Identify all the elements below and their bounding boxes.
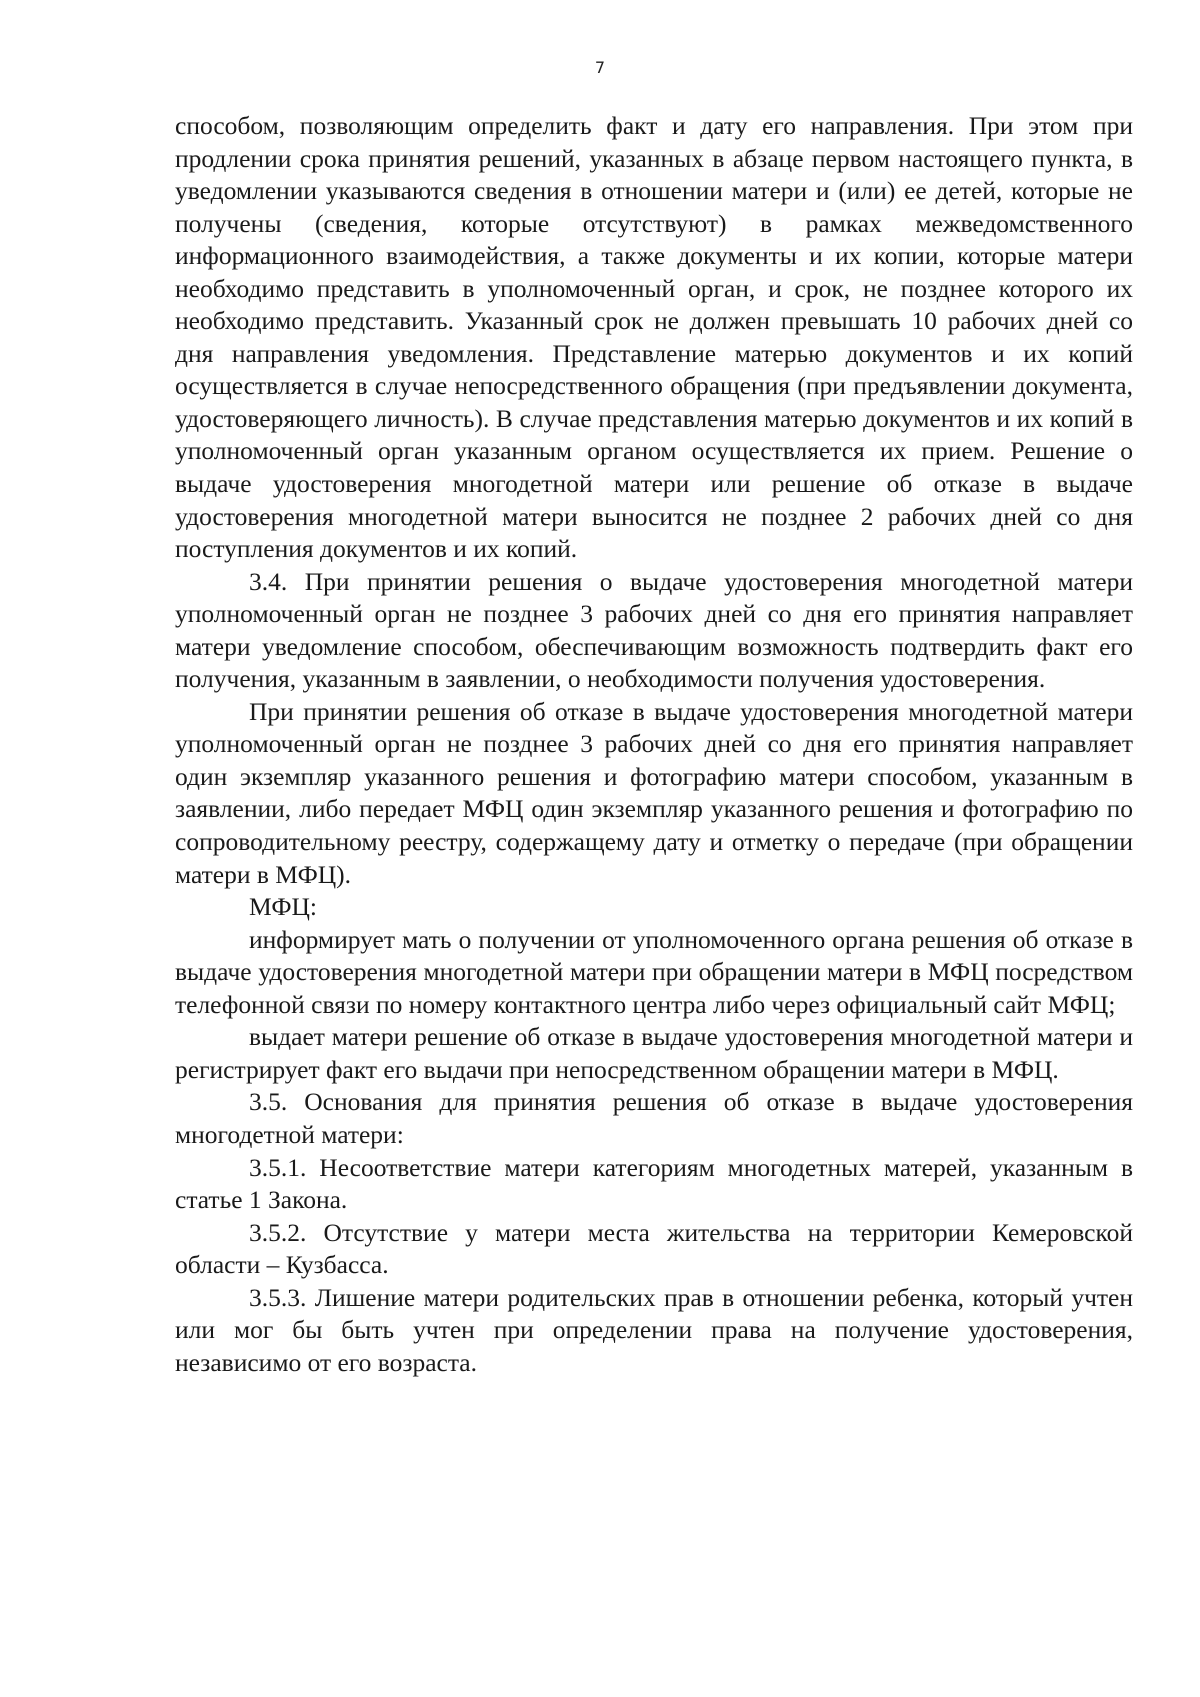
paragraph-3-5-3: 3.5.3. Лишение матери родительских прав в отношении ребенка, который учтен или мог бы быть учтен при определении права на получение удостоверения, независимо от его возраста. bbox=[175, 1282, 1133, 1377]
document-body bbox=[175, 110, 1133, 1379]
paragraph-mfc-issues: выдает матери решение об отказе в выдаче удостоверения многодетной матери и регистрирует факт его выдачи при непосредственном обращении матери в МФЦ. bbox=[175, 1022, 1133, 1084]
paragraph-refusal-decision: При принятии решения об отказе в выдаче удостоверения многодетной матери уполномоченный орган не позднее 3 рабочих дней со дня его принятия направляет один экземпляр указанного решения и фотографию матери способом, указанным в заявлении, либо передает МФЦ один экземпляр указанного решения и фотографию по сопроводительному реестру, содержащему дату и отметку о передаче (при обращении матери в МФЦ). bbox=[175, 696, 1133, 889]
paragraph-continuation: способом, позволяющим определить факт и дату его направления. При этом при продлении срока принятия решений, указанных в абзаце первом настоящего пункта, в уведомлении указываются сведения в отношении матери и (или) ее детей, которые не получены (сведения, которые отсутствуют) в рамках межведомственного информационного взаимодействия, а также документы и их копии, которые матери необходимо представить в уполномоченный орган, и срок, не позднее которого их необходимо представить. Указанный срок не должен превышать 10 рабочих дней со дня направления уведомления. Представление матерью документов и их копий осуществляется в случае непосредственного обращения (при предъявлении документа, удостоверяющего личность). В случае представления матерью документов и их копий в уполномоченный орган указанным органом осуществляется их прием. Решение о выдаче удостоверения многодетной матери или решение об отказе в выдаче удостоверения многодетной матери выносится не позднее 2 рабочих дней со дня поступления документов и их копий. bbox=[175, 111, 1133, 564]
paragraph-3-5-1: 3.5.1. Несоответствие матери категориям многодетных матерей, указанным в статье 1 Закона. bbox=[175, 1152, 1133, 1215]
paragraph-3-5: 3.5. Основания для принятия решения об отказе в выдаче удостоверения многодетной матери: bbox=[175, 1087, 1133, 1149]
page-number: 7 bbox=[594, 58, 606, 77]
paragraph-3-4: 3.4. При принятии решения о выдаче удостоверения многодетной матери уполномоченный орган не позднее 3 рабочих дней со дня его принятия направляет матери уведомление способом, обеспечивающим возможность подтвердить факт его получения, указанным в заявлении, о необходимости получения удостоверения. bbox=[175, 566, 1133, 694]
paragraph-3-5-2: 3.5.2. Отсутствие у матери места жительства на территории Кемеровской области – Кузбасса. bbox=[175, 1217, 1133, 1280]
paragraph-mfc-heading: МФЦ: bbox=[249, 892, 317, 922]
paragraph-mfc-informs: информирует мать о получении от уполномоченного органа решения об отказе в выдаче удостоверения многодетной матери при обращении матери в МФЦ посредством телефонной связи по номеру контактного центра либо через официальный сайт МФЦ; bbox=[175, 924, 1133, 1019]
